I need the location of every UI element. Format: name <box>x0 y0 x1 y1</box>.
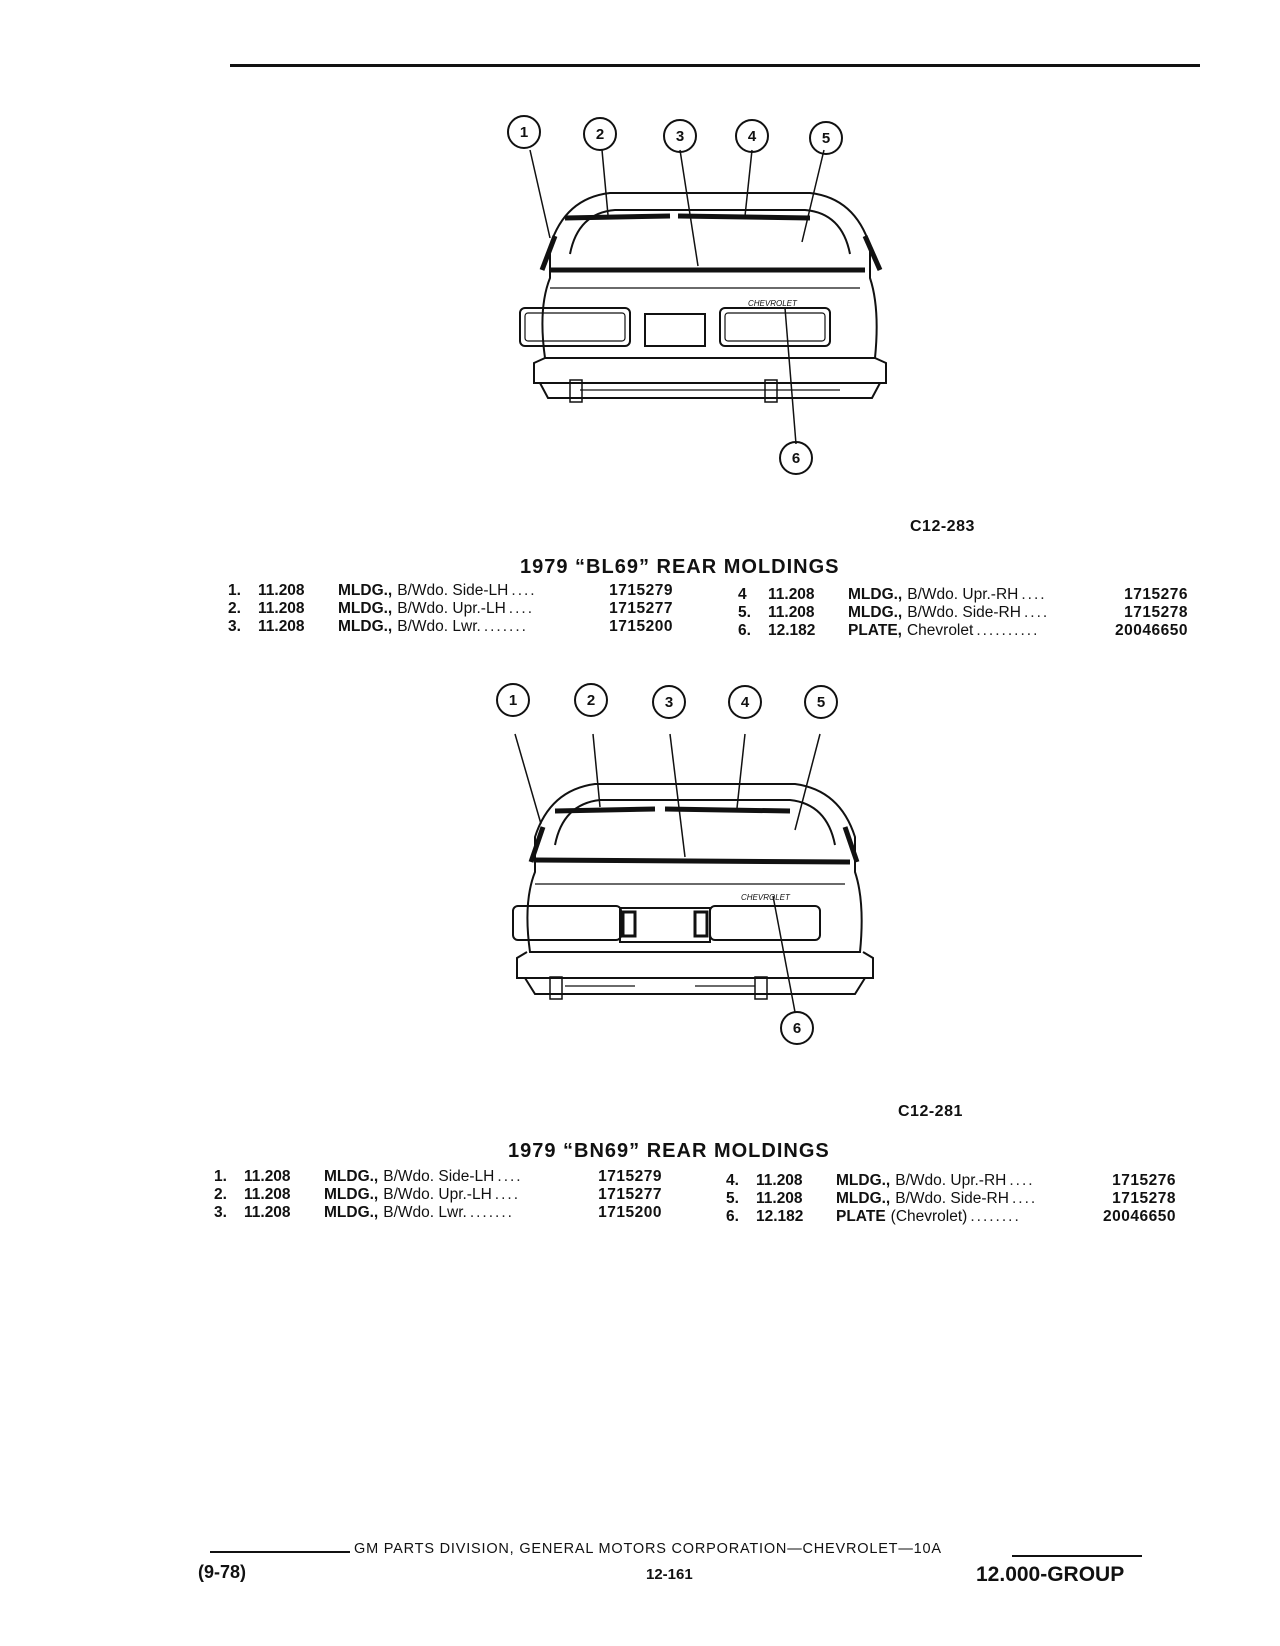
parts-list-left <box>214 1168 662 1222</box>
section-title: 1979 “BN69” REAR MOLDINGS <box>508 1140 830 1162</box>
parts-row: 2. 11.208 MLDG., B/Wdo. Upr.-LH .... 1715277 <box>214 1186 662 1203</box>
parts-row: 3. 11.208 MLDG., B/Wdo. Lwr. ....... 1715200 <box>228 618 673 635</box>
parts-row: 4 11.208 MLDG., B/Wdo. Upr.-RH .... 1715276 <box>738 586 1188 603</box>
parts-row: 6. 12.182 PLATE, Chevrolet .......... 20046650 <box>738 622 1188 639</box>
callout-1: 1 <box>508 692 518 709</box>
plate-lettering: CHEVROLET <box>748 299 797 308</box>
callout-circles <box>508 116 842 474</box>
car-rear-outline <box>513 784 873 999</box>
callout-4: 4 <box>740 694 750 711</box>
callout-leaders <box>530 150 824 444</box>
callout-3: 3 <box>664 694 674 711</box>
footer-rule-left <box>210 1551 350 1553</box>
callout-6: 6 <box>791 450 801 467</box>
footer-publisher: GM PARTS DIVISION, GENERAL MOTORS CORPORATION—CHEVROLET—10A <box>354 1541 942 1557</box>
bn69-rear-illustration <box>505 692 885 1082</box>
callout-3: 3 <box>675 128 685 145</box>
car-rear-outline <box>520 193 886 402</box>
molding-strips <box>531 809 857 862</box>
section-title: 1979 “BL69” REAR MOLDINGS <box>520 556 840 578</box>
callout-2: 2 <box>595 126 605 143</box>
callout-5: 5 <box>816 694 826 711</box>
callout-5: 5 <box>821 130 831 147</box>
parts-list-right <box>726 1172 1176 1226</box>
parts-list-right <box>738 586 1188 640</box>
group-label: 12.000-GROUP <box>976 1563 1125 1586</box>
header-rule <box>230 64 1200 67</box>
callout-4: 4 <box>747 128 757 145</box>
molding-strips <box>542 216 880 270</box>
footer-date: (9-78) <box>198 1562 247 1582</box>
parts-row: 5. 11.208 MLDG., B/Wdo. Side-RH .... 1715278 <box>726 1190 1176 1207</box>
parts-row: 5. 11.208 MLDG., B/Wdo. Side-RH .... 1715278 <box>738 604 1188 621</box>
parts-list-left <box>228 582 673 636</box>
parts-row: 2. 11.208 MLDG., B/Wdo. Upr.-LH .... 1715277 <box>228 600 673 617</box>
footer-rule-right <box>1012 1555 1142 1557</box>
parts-row: 3. 11.208 MLDG., B/Wdo. Lwr. ....... 1715200 <box>214 1204 662 1221</box>
parts-row: 1. 11.208 MLDG., B/Wdo. Side-LH .... 1715279 <box>214 1168 662 1185</box>
callout-6: 6 <box>792 1020 802 1037</box>
plate-lettering: CHEVROLET <box>741 893 790 902</box>
figure-code: C12-281 <box>898 1103 963 1120</box>
callout-1: 1 <box>519 124 529 141</box>
parts-row: 4. 11.208 MLDG., B/Wdo. Upr.-RH .... 1715276 <box>726 1172 1176 1189</box>
callout-2: 2 <box>586 692 596 709</box>
parts-row: 6. 12.182 PLATE (Chevrolet) ........ 20046650 <box>726 1208 1176 1225</box>
bl69-rear-illustration <box>520 118 900 498</box>
parts-row: 1. 11.208 MLDG., B/Wdo. Side-LH .... 1715279 <box>228 582 673 599</box>
figure-code: C12-283 <box>910 518 975 535</box>
callout-leaders <box>515 734 820 1012</box>
page-number: 12-161 <box>646 1566 693 1583</box>
